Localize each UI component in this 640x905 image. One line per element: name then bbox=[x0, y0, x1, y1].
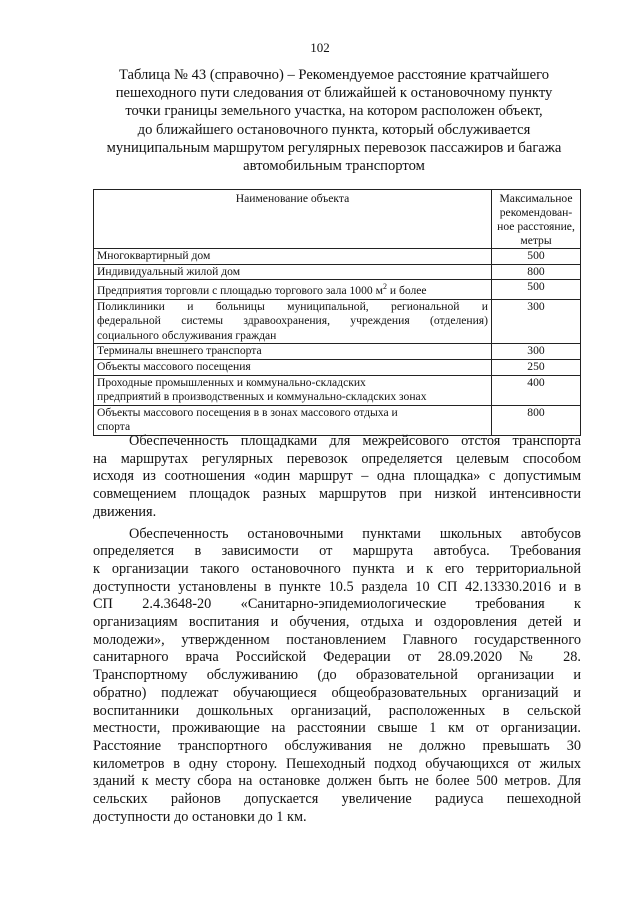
text-line: к организации такого остановочного пункта и к его территориальной bbox=[93, 560, 581, 577]
table-row bbox=[94, 405, 581, 435]
object-name-tail: и более bbox=[386, 284, 427, 298]
text-line: километров в одну сторону. Пешеходный подход обучающихся от жилых bbox=[93, 755, 581, 772]
object-name: Многоквартирный дом bbox=[94, 249, 492, 265]
table-caption bbox=[84, 66, 584, 175]
text-line: местности, проживающие на расстоянии свыше 1 км от организации. bbox=[93, 720, 581, 737]
paragraph-turnaround-areas bbox=[93, 433, 581, 522]
object-name-line: Поликлиники и больницы муниципальной, региональной и bbox=[97, 299, 488, 313]
caption-line: Таблица № 43 (справочно) – Рекомендуемое расстояние кратчайшего bbox=[118, 67, 550, 83]
text-line: Транспортному обслуживанию (до образовательной организации и bbox=[93, 667, 581, 684]
text-line: сельских районов допускается увеличение радиуса пешеходной bbox=[93, 791, 581, 808]
header-line: Максимальное bbox=[499, 192, 573, 205]
object-name bbox=[94, 375, 492, 405]
text-line: Обеспеченность остановочными пунктами школьных автобусов bbox=[129, 525, 581, 542]
text-line: исходя из соотношения «один маршрут – одна площадка» с допустимым bbox=[93, 468, 581, 485]
text-line: доступности установлены в пункте 10.5 раздела 10 СП 42.13330.2016 и в bbox=[93, 578, 581, 595]
object-name: Объекты массового посещения bbox=[94, 360, 492, 376]
distance-value: 250 bbox=[492, 360, 581, 376]
text-line: организациям воспитания и обучения, отдыха и оздоровления детей и bbox=[93, 614, 581, 631]
table-row bbox=[94, 249, 581, 265]
text-line: совмещением площадок разных маршрутов при низкой интенсивности bbox=[93, 486, 581, 503]
object-name: Индивидуальный жилой дом bbox=[94, 264, 492, 280]
caption-line: муниципальным маршрутом регулярных перевозок пассажиров и багажа bbox=[106, 139, 562, 156]
paragraph-school-bus-stops bbox=[93, 526, 581, 827]
distance-value: 400 bbox=[492, 375, 581, 405]
distance-value: 500 bbox=[492, 249, 581, 265]
text-line: молодежи», утвержденном постановлением Главного государственного bbox=[93, 631, 581, 648]
header-line: метры bbox=[520, 234, 552, 247]
object-name-text: Предприятия торговли с площадью торгового зала 1000 м bbox=[97, 284, 383, 298]
caption-line: пешеходного пути следования от ближайшей к остановочному пункту bbox=[115, 85, 553, 102]
object-name-line: Проходные промышленных и коммунально-складских bbox=[97, 375, 366, 389]
table-row bbox=[94, 299, 581, 344]
table-row bbox=[94, 344, 581, 360]
caption-line: автомобильным транспортом bbox=[243, 158, 425, 175]
object-name bbox=[94, 405, 492, 435]
text-line: обратно) подлежат обучающиеся общеобразовательных организаций и bbox=[93, 684, 581, 701]
header-max-distance bbox=[492, 190, 581, 249]
object-name-line: предприятий в производственных и коммунально-складских зонах bbox=[97, 390, 427, 404]
distance-value: 800 bbox=[492, 264, 581, 280]
object-name-line: федеральной системы здравоохранения, учреждения (отделения) bbox=[97, 314, 488, 328]
object-name bbox=[94, 280, 492, 299]
text-line: движения. bbox=[93, 503, 157, 520]
text-line: определяется в зависимости от маршрута автобуса. Требования bbox=[93, 543, 581, 560]
distance-value: 500 bbox=[492, 280, 581, 299]
table-header-row bbox=[94, 190, 581, 249]
object-name-line: социального обслуживания граждан bbox=[97, 328, 277, 342]
table-row bbox=[94, 264, 581, 280]
table-row bbox=[94, 280, 581, 299]
distance-value: 300 bbox=[492, 299, 581, 344]
object-name: Терминалы внешнего транспорта bbox=[94, 344, 492, 360]
body-text bbox=[93, 433, 581, 826]
text-line: СП 2.4.3648-20 «Санитарно-эпидемиологические требования к bbox=[93, 596, 581, 613]
text-line: на маршрутах регулярных перевозок определяется целевым способом bbox=[93, 450, 581, 467]
text-line: Расстояние транспортного обслуживания не должно превышать 30 bbox=[93, 737, 581, 754]
table-row bbox=[94, 360, 581, 376]
table-row bbox=[94, 375, 581, 405]
superscript: 2 bbox=[382, 282, 387, 292]
object-name-line: Объекты массового посещения в в зонах массового отдыха и bbox=[97, 405, 398, 419]
text-line: доступности до остановки до 1 км. bbox=[93, 808, 307, 825]
caption-line: до ближайшего остановочного пункта, который обслуживается bbox=[137, 121, 531, 138]
text-line: зданий к месту сбора на остановке должен быть не более 500 метров. Для bbox=[93, 773, 581, 790]
object-name bbox=[94, 299, 492, 344]
header-line: ное расстояние, bbox=[497, 220, 575, 233]
text-line: Обеспеченность площадками для межрейсового отстоя транспорта bbox=[129, 433, 581, 449]
text-line: санитарного врача Российской Федерации от 28.09.2020 № 28. bbox=[93, 649, 581, 666]
object-name-line: спорта bbox=[97, 420, 131, 434]
page-number: 102 bbox=[310, 40, 330, 55]
header-object-name: Наименование объекта bbox=[94, 190, 492, 249]
header-line: рекомендован- bbox=[499, 206, 573, 219]
text-line: воспитанники дошкольных организаций, расположенных в сельской bbox=[93, 702, 581, 719]
objects-table bbox=[93, 189, 581, 436]
caption-line: точки границы земельного участка, на котором расположен объект, bbox=[125, 103, 543, 120]
distance-value: 300 bbox=[492, 344, 581, 360]
distance-value: 800 bbox=[492, 405, 581, 435]
